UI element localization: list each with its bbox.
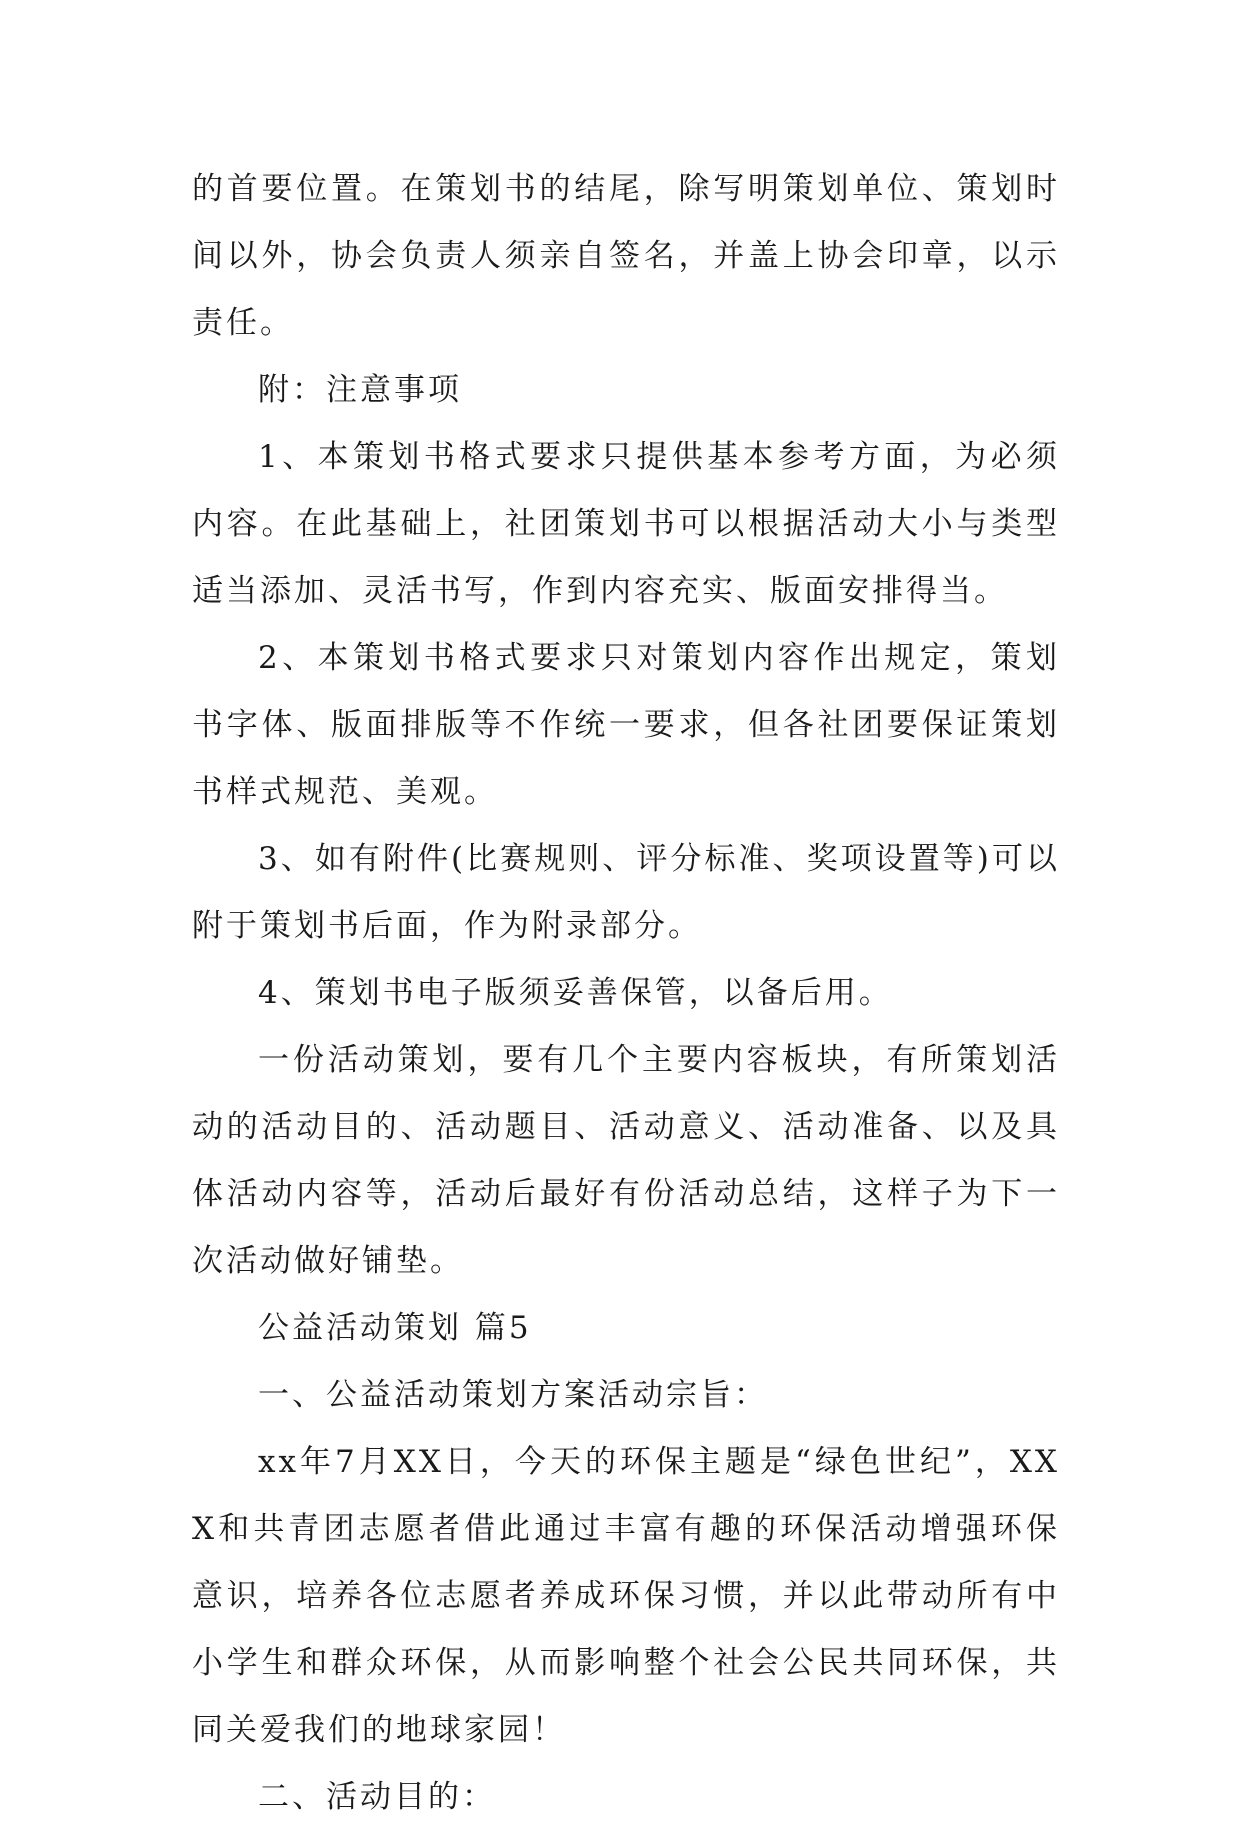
paragraph-continuation: 的首要位置。在策划书的结尾，除写明策划单位、策划时间以外，协会负责人须亲自签名，并盖上协会印章，以示责任。 bbox=[192, 171, 1060, 341]
document-body bbox=[192, 156, 1060, 1831]
paragraph-note-2: 2、本策划书格式要求只对策划内容作出规定，策划书字体、版面排版等不作统一要求，但各社团要保证策划书样式规范、美观。 bbox=[192, 640, 1060, 810]
paragraph-summary: 一份活动策划，要有几个主要内容板块，有所策划活动的活动目的、活动题目、活动意义、活动准备、以及具体活动内容等，活动后最好有份活动总结，这样子为下一次活动做好铺垫。 bbox=[192, 1042, 1060, 1279]
paragraph-note-3: 3、如有附件(比赛规则、评分标准、奖项设置等)可以附于策划书后面，作为附录部分。 bbox=[192, 841, 1060, 944]
section-title: 公益活动策划 篇5 bbox=[258, 1310, 532, 1346]
paragraph-purpose-body: xx年7月XX日，今天的环保主题是“绿色世纪”，XXX和共青团志愿者借此通过丰富有趣的环保活动增强环保意识，培养各位志愿者养成环保习惯，并以此带动所有中小学生和群众环保，从而影响整个社会公民共同环保，共同关爱我们的地球家园！ bbox=[192, 1444, 1060, 1748]
paragraph-note-1: 1、本策划书格式要求只提供基本参考方面，为必须内容。在此基础上，社团策划书可以根据活动大小与类型适当添加、灵活书写，作到内容充实、版面安排得当。 bbox=[192, 439, 1060, 609]
paragraph-notes-heading: 附：注意事项 bbox=[258, 372, 462, 408]
paragraph-note-4: 4、策划书电子版须妥善保管，以备后用。 bbox=[258, 975, 893, 1011]
section-heading-goal: 二、活动目的： bbox=[258, 1779, 496, 1815]
section-heading-purpose: 一、公益活动策划方案活动宗旨： bbox=[258, 1377, 768, 1413]
